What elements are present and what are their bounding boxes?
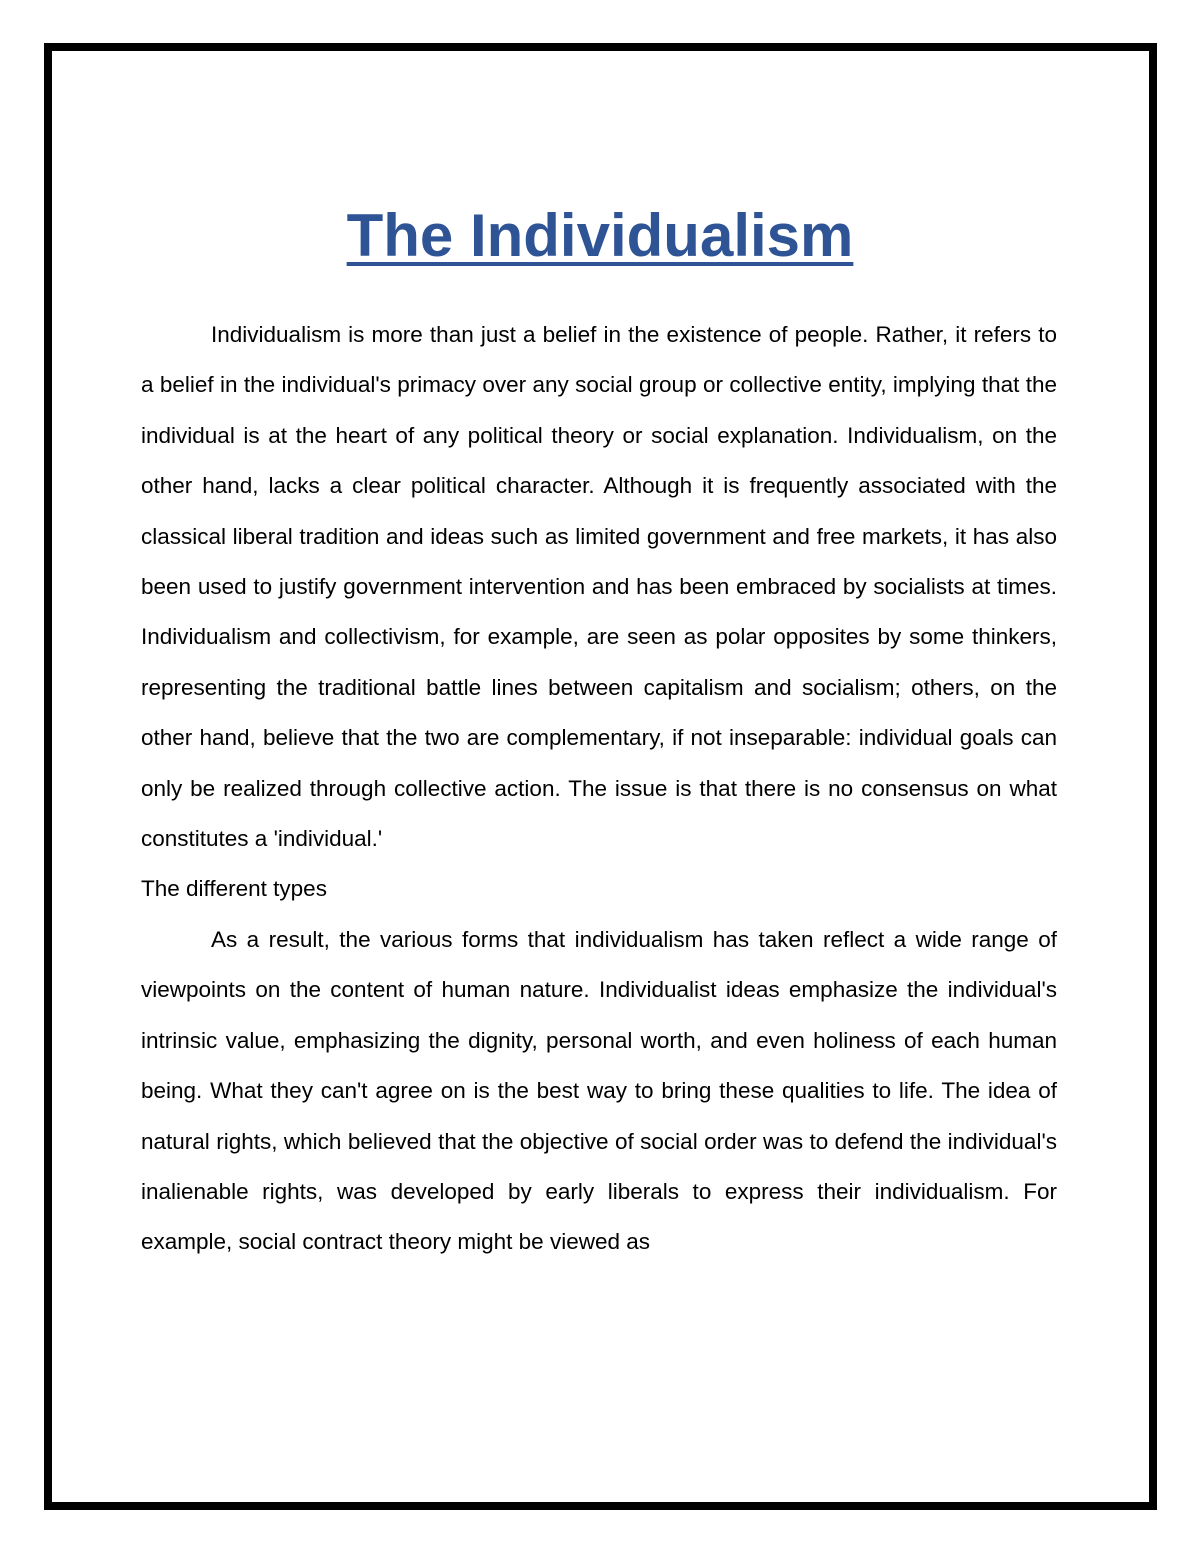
- paragraph-1: Individualism is more than just a belief in the existence of people. Rather, it refers to a belief in the individual's primacy over any social group or collective entity, implying that the individual is at the heart of any political theory or social explanation. Individualism, on the other hand, lacks a clear political character. Although it is frequently associated with the classical liberal tradition and ideas such as limited government and free markets, it has also been used to justify government intervention and has been embraced by socialists at times. Individualism and collectivism, for example, are seen as polar opposites by some thinkers, representing the traditional battle lines between capitalism and socialism; others, on the other hand, believe that the two are complementary, if not inseparable: individual goals can only be realized through collective action. The issue is that there is no consensus on what constitutes a 'individual.': [141, 322, 1057, 852]
- document-title: The Individualism: [346, 202, 854, 269]
- paragraph-2: As a result, the various forms that individualism has taken reflect a wide range of viewpoints on the content of human nature. Individualist ideas emphasize the individual's intrinsic value, emphasizing the dignity, personal worth, and even holiness of each human being. What they can't agree on is the best way to bring these qualities to life. The idea of natural rights, which believed that the objective of social order was to defend the individual's inalienable rights, was developed by early liberals to express their individualism. For example, social contract theory might be viewed as: [141, 926, 1057, 1255]
- document-body: [141, 310, 1057, 1268]
- section-line: The different types: [141, 876, 327, 902]
